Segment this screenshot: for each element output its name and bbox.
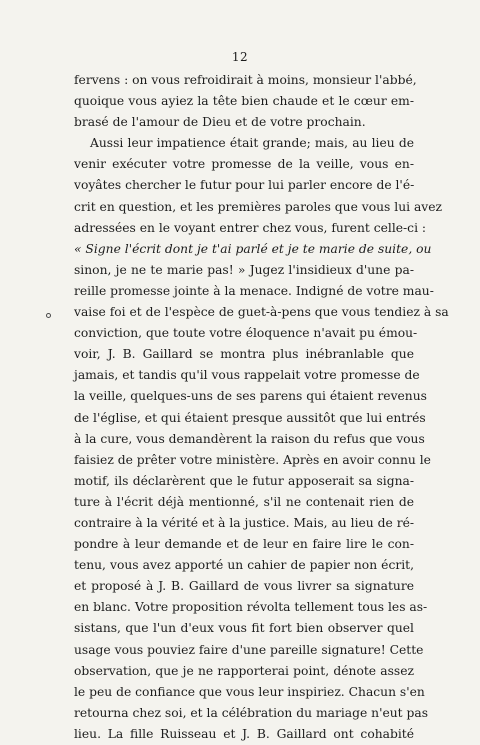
text-line: ture à l'écrit déjà mentionné, s'il ne contenait rien de bbox=[74, 494, 414, 509]
text-line: voyâtes chercher le futur pour lui parler encore de l'é- bbox=[74, 178, 415, 193]
text-line: fervens : on vous refroidirait à moins, monsieur l'abbé, bbox=[74, 73, 417, 87]
text-line: jamais, et tandis qu'il vous rappelait votre promesse de bbox=[74, 368, 420, 383]
text-line: sistans, que l'un d'eux vous fit fort bien observer quel bbox=[74, 621, 414, 636]
text-line: adressées en le voyant entrer chez vous, furent celle-ci : bbox=[74, 220, 427, 235]
text-line: vaise foi et de l'espèce de guet-à-pens que vous tendiez à sa bbox=[74, 305, 449, 320]
text-line: pondre à leur demande et de leur en faire lire le con- bbox=[74, 537, 414, 552]
margin-mark bbox=[46, 313, 51, 318]
text-line: en blanc. Votre proposition révolta tellement tous les as- bbox=[74, 600, 428, 615]
text-line: observation, que je ne rapporterai point, dénote assez bbox=[74, 663, 414, 678]
text-line: la veille, quelques-uns de ses parens qui étaient revenus bbox=[74, 389, 427, 404]
text-line: voir, J. B. Gaillard se montra plus inébranlable que bbox=[74, 347, 414, 362]
text-line: contraire à la vérité et à la justice. Mais, au lieu de ré- bbox=[74, 515, 414, 530]
text-line: retourna chez soi, et la célébration du mariage n'eut pas bbox=[74, 705, 429, 720]
page-number: 12 bbox=[231, 50, 249, 64]
text-line: faisiez de prêter votre ministère. Après en avoir connu le bbox=[74, 452, 431, 467]
text-line: et proposé à J. B. Gaillard de vous livrer sa signature bbox=[74, 579, 414, 594]
text-line: conviction, que toute votre éloquence n'avait pu émou- bbox=[74, 326, 418, 341]
text-line: quoique vous ayiez la tête bien chaude et le cœur em- bbox=[74, 94, 414, 109]
text-line: tenu, vous avez apporté un cahier de papier non écrit, bbox=[74, 558, 414, 573]
text-line: crit en question, et les premières paroles que vous lui avez bbox=[74, 199, 442, 214]
text-line: de l'église, et qui étaient presque aussitôt que lui entrés bbox=[74, 410, 426, 425]
body-text bbox=[74, 70, 449, 745]
text-line: reille promesse jointe à la menace. Indigné de votre mau- bbox=[74, 283, 434, 298]
text-line: à la cure, vous demandèrent la raison du refus que vous bbox=[74, 431, 425, 446]
text-line: motif, ils déclarèrent que le futur apposerait sa signa- bbox=[74, 473, 414, 488]
text-line: le peu de confiance que vous leur inspiriez. Chacun s'en bbox=[74, 684, 425, 699]
text-line: venir exécuter votre promesse de la veille, vous en- bbox=[74, 157, 414, 172]
text-line: « Signe l'écrit dont je t'ai parlé et je te marie de suite, ou bbox=[74, 241, 432, 256]
text-line: Aussi leur impatience était grande; mais, au lieu de bbox=[90, 136, 414, 151]
text-line: usage vous pouviez faire d'une pareille signature! Cette bbox=[74, 642, 424, 657]
text-line: sinon, je ne te marie pas! » Jugez l'insidieux d'une pa- bbox=[74, 262, 414, 277]
text-line: brasé de l'amour de Dieu et de votre prochain. bbox=[74, 115, 366, 130]
text-line: lieu. La fille Ruisseau et J. B. Gaillard ont cohabité bbox=[74, 726, 414, 741]
